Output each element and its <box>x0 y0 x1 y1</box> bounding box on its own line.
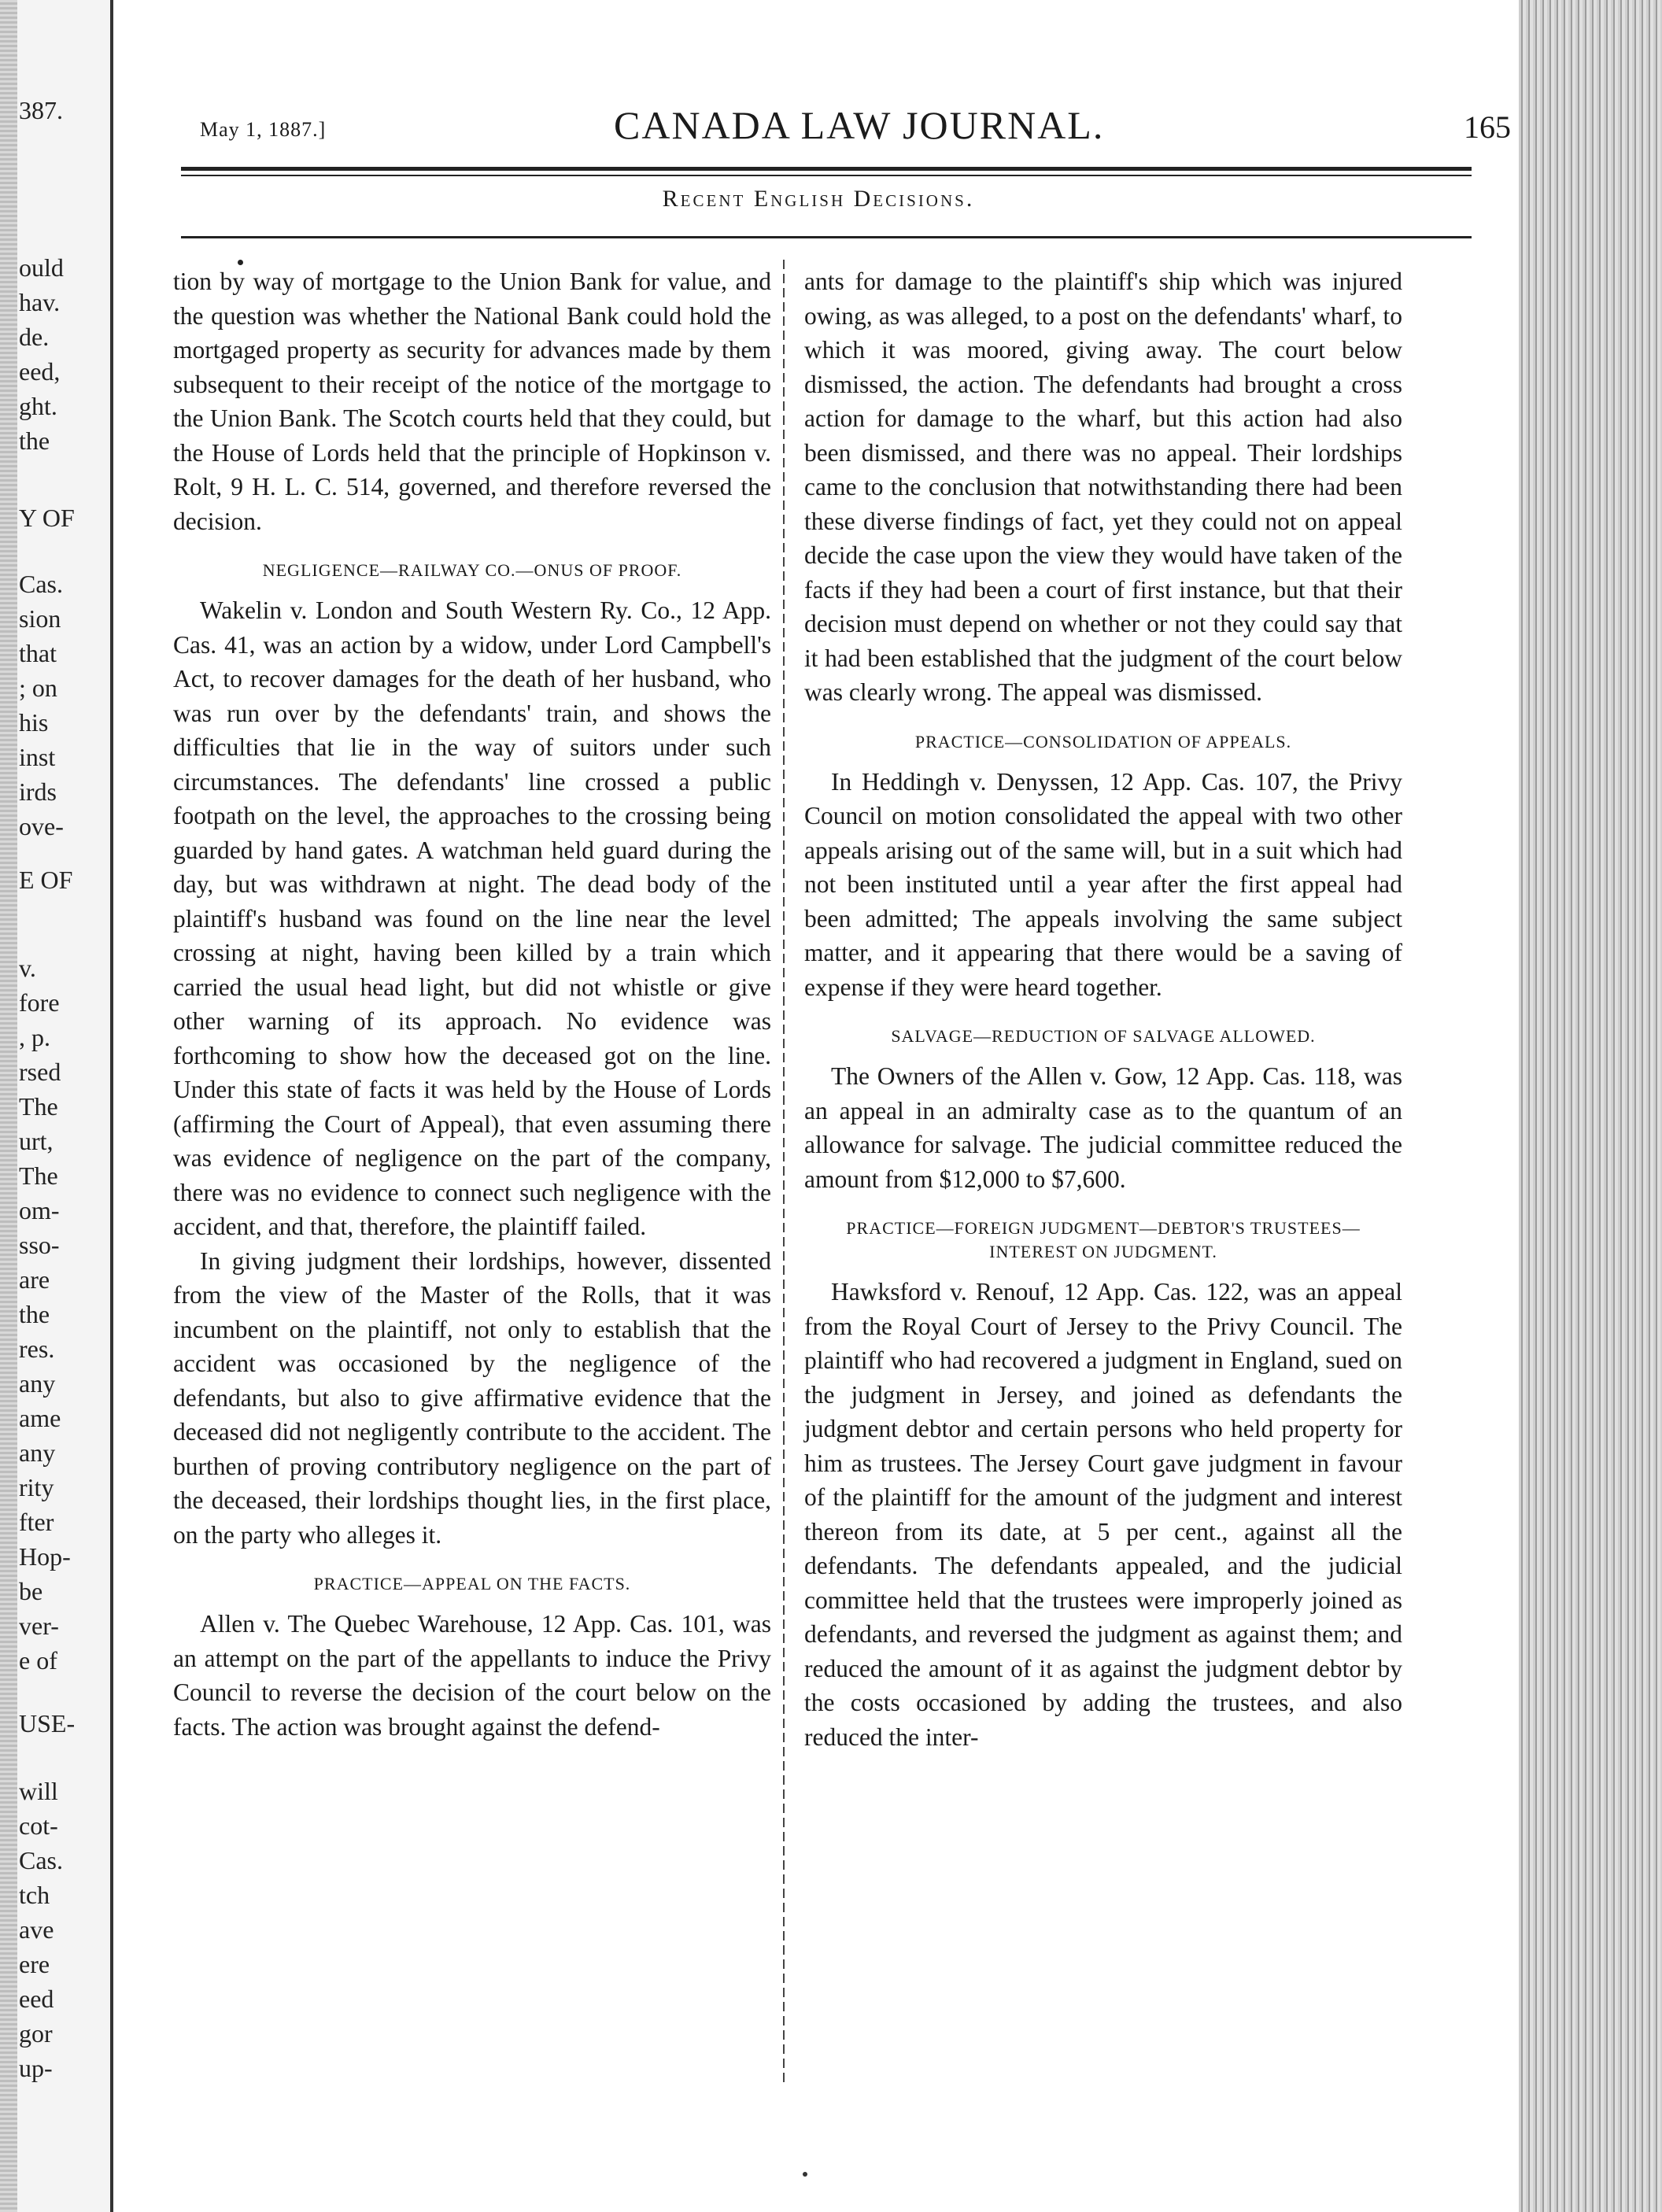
fragment-line: be <box>19 1577 43 1605</box>
fragment-line: urt, <box>19 1127 54 1155</box>
fragment-line: cot- <box>19 1811 58 1840</box>
fragment-line: USE- <box>19 1709 76 1737</box>
section-heading: Recent English Decisions. <box>662 186 975 212</box>
fragment-line: inst <box>19 743 56 771</box>
fragment-line: rsed <box>19 1058 61 1086</box>
case-subheading: PRACTICE—APPEAL ON THE FACTS. <box>313 1574 631 1593</box>
issue-date: May 1, 1887.] <box>200 118 327 141</box>
fragment-line: the <box>19 427 50 455</box>
fragment-line: eed <box>19 1985 54 2013</box>
page-mark <box>803 2172 807 2177</box>
fragment-line: ; on <box>19 674 57 702</box>
section-rule <box>181 236 1472 238</box>
fragment-line: e of <box>19 1646 57 1675</box>
subheading-line: PRACTICE—FOREIGN JUDGMENT—DEBTOR'S TRUSTEES— <box>846 1218 1361 1238</box>
fragment-line: any <box>19 1369 56 1398</box>
fragment-line: de. <box>19 323 50 351</box>
paragraph: tion by way of mortgage to the Union Bank for value, and the question was whether the National Bank could hold the mortgaged property as security for advances made by them subsequent to their receipt of the notice of the mortgage to the Union Bank. The Scotch courts held that they could, but the House of Lords held that the principle of Hopkinson v. Rolt, 9 H. L. C. 514, governed, and therefore reversed the decision. <box>173 268 771 535</box>
fragment-line: fore <box>19 988 60 1017</box>
case-subheading <box>804 1217 1402 1264</box>
paragraph: Allen v. The Quebec Warehouse, 12 App. Cas. 101, was an attempt on the part of the appellants to induce the Privy Council to reverse the decision of the court below on the facts. The action was brought against the defend- <box>173 1610 771 1741</box>
fragment-line: eed, <box>19 357 61 386</box>
paragraph: The Owners of the Allen v. Gow, 12 App. Cas. 118, was an appeal in an admiralty case as to the quantum of an allowance for salvage. The judicial committee reduced the amount from $12,000 to $7,600. <box>804 1062 1402 1193</box>
journal-page <box>118 0 1519 2212</box>
fragment-line: The <box>19 1161 58 1190</box>
fragment-line: his <box>19 708 49 737</box>
header-rule <box>181 167 1472 171</box>
left-column <box>173 264 771 1744</box>
paragraph: Hawksford v. Renouf, 12 App. Cas. 122, was an appeal from the Royal Court of Jersey to the Privy Council. The plaintiff who had recovered a judgment in England, sued on the judgment in Jersey, and joined as defendants the judgment debtor and certain persons who held property for him as trustees. The Jersey Court gave judgment in favour of the plaintiff for the amount of the judgment and interest thereon from its date, at 5 per cent., against all the defendants. The defendants appealed, and the judicial committee held that the trustees were improperly joined as defendants, and reversed the judgment as against them; and reduced the amount of it as against the judgment debtor by the costs occasioned by adding the trustees, and also reduced the inter- <box>804 1278 1402 1751</box>
fragment-line: will <box>19 1777 58 1805</box>
fragment-line: Cas. <box>19 1846 63 1874</box>
case-subheading: SALVAGE—REDUCTION OF SALVAGE ALLOWED. <box>891 1026 1316 1046</box>
adjacent-page-fragment <box>0 0 110 2212</box>
fragment-line: tch <box>19 1881 50 1909</box>
fragment-line: gor <box>19 2019 53 2048</box>
fragment-line: the <box>19 1300 50 1328</box>
paragraph: In Heddingh v. Denyssen, 12 App. Cas. 107, the Privy Council on motion consolidated the appeal with two other appeals arising out of the same will, but in a suit which had not been instituted until a year after the first appeal had been admitted; The appeals involving the same subject matter, and it appearing that there would be a saving of expense if they were heard together. <box>804 767 1402 1001</box>
case-subheading: NEGLIGENCE—RAILWAY CO.—ONUS OF PROOF. <box>262 560 682 580</box>
fragment-line: Hop- <box>19 1542 71 1571</box>
case-subheading: PRACTICE—CONSOLIDATION OF APPEALS. <box>914 731 1292 751</box>
running-header <box>197 102 1511 165</box>
fragment-line: ove- <box>19 812 64 840</box>
fragment-line: om- <box>19 1196 60 1224</box>
paragraph: In giving judgment their lordships, however, dissented from the view of the Master of the Rolls, that it was incumbent on the plaintiff, not only to establish that the accident was occasioned by the negligence of the defendants, but also to give affirmative evidence that the deceased did not negligently contribute to the accident. The burthen of proving contributory negligence on the part of the deceased, their lordships thought lies, in the first place, on the party who alleges it. <box>173 1246 771 1549</box>
fragment-line: res. <box>19 1335 55 1363</box>
fragment-line: hav. <box>19 288 61 316</box>
paragraph: Wakelin v. London and South Western Ry. Co., 12 App. Cas. 41, was an action by a widow, under Lord Campbell's Act, to recover damages for the death of her husband, who was run over by the defendants' train, and shows the difficulties that lie in the way of suitors under such circumstances. The defendants' line crossed a public footpath on the level, the approaches to the crossing being guarded by hand gates. A watchman held guard during the day, but was withdrawn at night. The dead body of the plaintiff's husband was found on the line near the level crossing at night, having been killed by a train which carried the usual head light, but did not whistle or give other warning of its approach. No evidence was forthcoming to show how the deceased got on the line. Under this state of facts it was held by the House of Lords (affirming the Court of Appeal), that even assuming there was evidence of negligence on the part of the company, there was no evidence to connect such negligence with the accident, and that, therefore, the plaintiff failed. <box>173 596 771 1240</box>
fragment-line: that <box>19 639 57 667</box>
fragment-line: ght. <box>19 392 57 420</box>
fragment-line: rity <box>19 1473 54 1501</box>
header-rule-thin <box>181 175 1472 176</box>
fragment-line: up- <box>19 2054 53 2082</box>
fragment-line: E OF <box>19 866 73 894</box>
journal-title: CANADA LAW JOURNAL. <box>614 103 1105 147</box>
fragment-line: ame <box>19 1404 61 1432</box>
fragment-line: sso- <box>19 1231 60 1259</box>
fragment-line: Cas. <box>19 570 63 598</box>
page-number: 165 <box>1464 109 1511 145</box>
fragment-line: any <box>19 1438 56 1467</box>
page-edge-shadow <box>1519 0 1662 2212</box>
fragment-line: sion <box>19 604 61 633</box>
fragment-line: ver- <box>19 1612 59 1640</box>
fragment-line: 387. <box>19 96 63 124</box>
fragment-line: , p. <box>19 1023 50 1051</box>
column-divider <box>783 260 785 2085</box>
fragment-line: ould <box>19 253 64 282</box>
fragment-line: Y OF <box>19 504 75 532</box>
fragment-line: ave <box>19 1915 54 1944</box>
subheading-line: INTEREST ON JUDGMENT. <box>989 1242 1217 1261</box>
fragment-line: fter <box>19 1508 54 1536</box>
page-gutter <box>110 0 113 2212</box>
fragment-line: irds <box>19 777 57 806</box>
fragment-line: v. <box>19 954 36 982</box>
page-binding <box>0 0 17 2212</box>
fragment-line: are <box>19 1265 50 1294</box>
right-column <box>804 264 1402 1754</box>
fragment-line: The <box>19 1092 58 1121</box>
paragraph: ants for damage to the plaintiff's ship which was injured owing, as was alleged, to a post on the defendants' wharf, to which it was moored, giving away. The court below dismissed, the action. The defendants had brought a cross action for damage to the wharf, but this action had also been dismissed, and there was no appeal. Their lordships came to the conclusion that notwithstanding there had been these diverse findings of fact, yet they could not on appeal decide the case upon the view they would have taken of the facts if they had been a court of first instance, but that their decision must depend on whether or not they could say that it had been established that the judgment of the court below was clearly wrong. The appeal was dismissed. <box>804 268 1402 706</box>
fragment-line: ere <box>19 1950 50 1978</box>
